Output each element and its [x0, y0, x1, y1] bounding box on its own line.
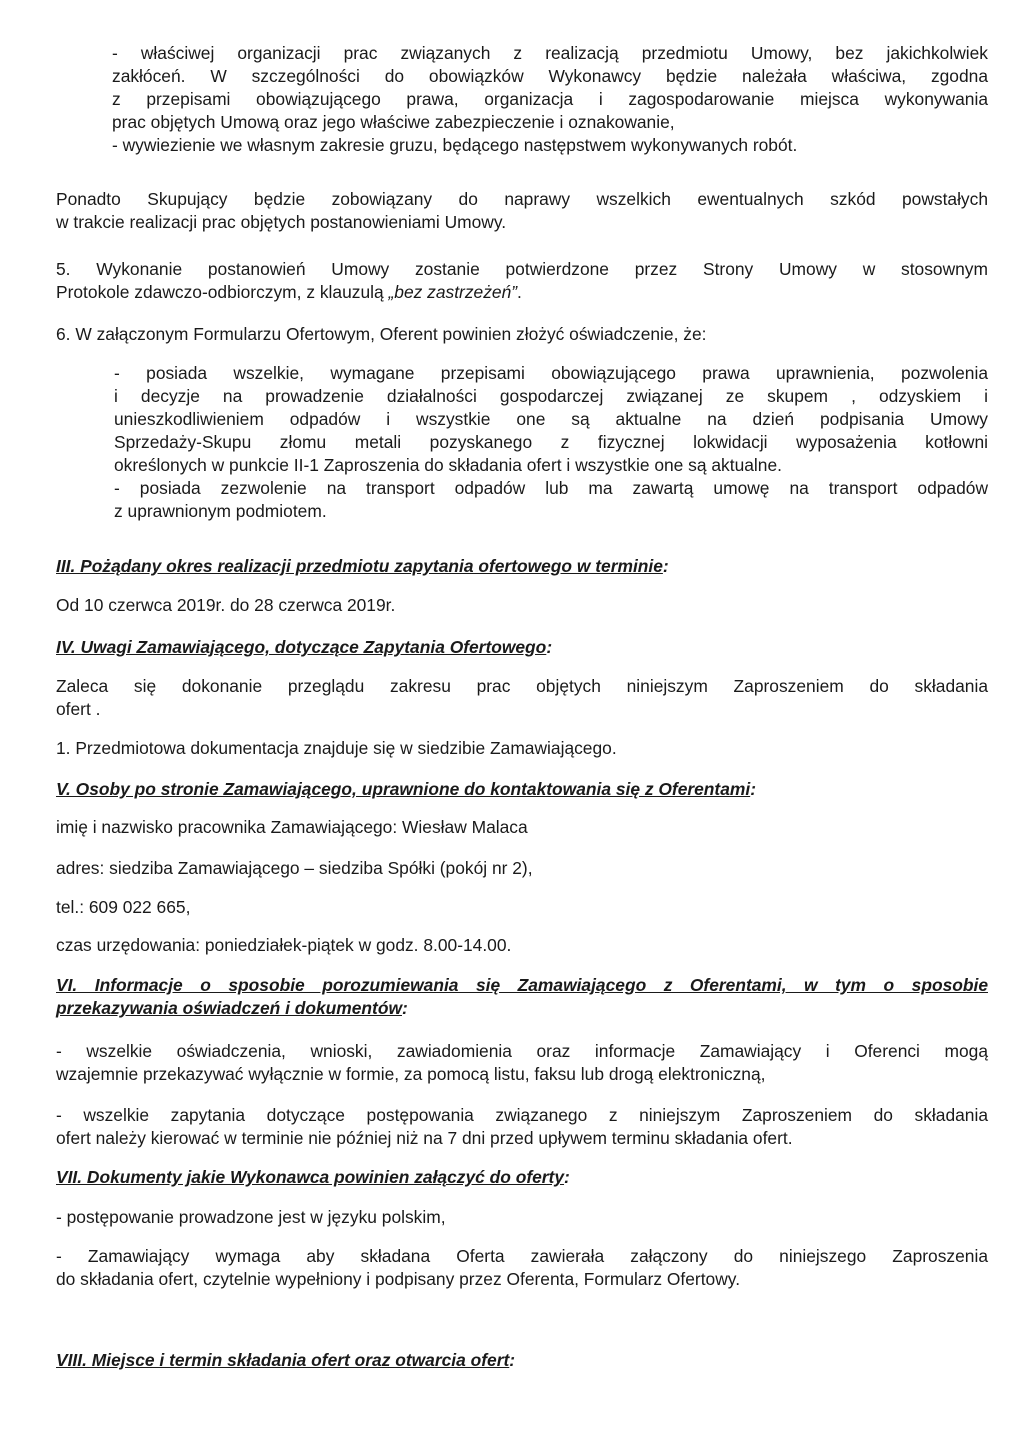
text-line: z uprawnionym podmiotem. — [114, 501, 327, 521]
text-line: - Zamawiający wymaga aby składana Oferta zawierała załączony do niniejszego Zaproszenia — [56, 1246, 988, 1266]
text-fragment: . — [517, 282, 522, 302]
text-line: do składania ofert, czytelnie wypełniony i podpisany przez Oferenta, Formularz Ofertowy. — [56, 1269, 741, 1289]
section-7-heading — [56, 1166, 988, 1189]
text-line: w trakcie realizacji prac objętych postanowieniami Umowy. — [56, 212, 507, 232]
heading-text: VIII. Miejsce i termin składania ofert oraz otwarcia ofert — [56, 1350, 510, 1370]
text-line: adres: siedziba Zamawiającego – siedziba Spółki (pokój nr 2), — [56, 858, 533, 878]
text-line: imię i nazwisko pracownika Zamawiającego: Wiesław Malaca — [56, 817, 528, 837]
text-line: określonych w punkcie II-1 Zaproszenia do składania ofert i wszystkie one są aktualne. — [114, 455, 782, 475]
text-line: - posiada wszelkie, wymagane przepisami obowiązującego prawa uprawnienia, pozwolenia — [114, 363, 988, 383]
heading-text: VI. Informacje o sposobie porozumiewania się Zamawiającego z Oferentami, w tym o sposobie — [56, 975, 988, 995]
section-6-heading — [56, 974, 988, 1020]
contact-hours — [56, 934, 988, 957]
section-6-paragraph-2 — [56, 1104, 988, 1150]
text-line — [56, 281, 988, 304]
text-line: Od 10 czerwca 2019r. do 28 czerwca 2019r. — [56, 595, 396, 615]
heading-colon: : — [401, 998, 408, 1018]
section-4-heading — [56, 636, 988, 659]
section-3-heading — [56, 555, 988, 578]
heading-colon: : — [546, 637, 553, 657]
text-line: ofert należy kierować w terminie nie później niż na 7 dni przed upływem terminu składania ofert. — [56, 1128, 793, 1148]
section-7-form-requirement — [56, 1245, 988, 1291]
section-5-heading — [56, 778, 988, 801]
text-line: 1. Przedmiotowa dokumentacja znajduje się w siedzibie Zamawiającego. — [56, 738, 617, 758]
text-line: - wszelkie zapytania dotyczące postępowania związanego z niniejszym Zaproszeniem do składania — [56, 1105, 988, 1125]
heading-colon: : — [662, 556, 669, 576]
text-line: zakłóceń. W szczególności do obowiązków Wykonawcy będzie należała właściwa, zgodna — [112, 66, 988, 86]
text-line: czas urzędowania: poniedziałek-piątek w godz. 8.00-14.00. — [56, 935, 512, 955]
text-line: - wywiezienie we własnym zakresie gruzu, będącego następstwem wykonywanych robót. — [112, 135, 798, 155]
text-line: ofert . — [56, 699, 101, 719]
text-line: 6. W załączonym Formularzu Ofertowym, Oferent powinien złożyć oświadczenie, że: — [56, 324, 707, 344]
text-line: z przepisami obowiązującego prawa, organizacja i zagospodarowanie miejsca wykonywania — [112, 89, 988, 109]
heading-text: VII. Dokumenty jakie Wykonawca powinien załączyć do oferty — [56, 1167, 565, 1187]
repair-obligation-paragraph — [56, 188, 988, 234]
section-6-paragraph-1 — [56, 1040, 988, 1086]
text-line: unieszkodliwieniem odpadów i wszystkie one są aktualne na dzień podpisania Umowy — [114, 409, 988, 429]
heading-colon: : — [509, 1350, 516, 1370]
text-line: tel.: 609 022 665, — [56, 897, 191, 917]
contact-phone — [56, 896, 988, 919]
text-line: wzajemnie przekazywać wyłącznie w formie, za pomocą listu, faksu lub drogą elektroniczną, — [56, 1064, 766, 1084]
heading-text: III. Pożądany okres realizacji przedmiotu zapytania ofertowego w terminie — [56, 556, 663, 576]
section-4-recommendation — [56, 675, 988, 721]
text-line: Sprzedaży-Skupu złomu metali pozyskanego z fizycznej lokwidacji wyposażenia kotłowni — [114, 432, 988, 452]
contact-name — [56, 816, 988, 839]
heading-text: przekazywania oświadczeń i dokumentów — [56, 998, 402, 1018]
text-line: - wszelkie oświadczenia, wnioski, zawiadomienia oraz informacje Zamawiający i Oferenci mogą — [56, 1041, 988, 1061]
section-7-language — [56, 1206, 988, 1229]
text-line: i decyzje na prowadzenie działalności gospodarczej związanej ze skupem , odzyskiem i — [114, 386, 988, 406]
obligations-list — [112, 42, 988, 157]
section-8-heading — [56, 1349, 988, 1372]
text-line: - posiada zezwolenie na transport odpadów lub ma zawartą umowę na transport odpadów — [114, 478, 988, 498]
point-6-declarations — [114, 362, 988, 523]
heading-text: IV. Uwagi Zamawiającego, dotyczące Zapytania Ofertowego — [56, 637, 547, 657]
text-line: 5. Wykonanie postanowień Umowy zostanie potwierdzone przez Strony Umowy w stosownym — [56, 259, 988, 279]
text-line: - właściwej organizacji prac związanych z realizacją przedmiotu Umowy, bez jakichkolwiek — [112, 43, 988, 63]
point-6-intro — [56, 323, 988, 346]
section-4-point-1 — [56, 737, 988, 760]
text-line: - postępowanie prowadzone jest w języku polskim, — [56, 1207, 446, 1227]
text-line: Ponadto Skupujący będzie zobowiązany do naprawy wszelkich ewentualnych szkód powstałych — [56, 189, 988, 209]
heading-colon: : — [750, 779, 756, 799]
point-5-paragraph — [56, 258, 988, 304]
contact-address — [56, 857, 988, 880]
text-line: prac objętych Umową oraz jego właściwe zabezpieczenie i oznakowanie, — [112, 112, 675, 132]
clause-quote: „bez zastrzeżeń” — [388, 282, 518, 302]
heading-colon: : — [564, 1167, 570, 1187]
text-line: Zaleca się dokonanie przeglądu zakresu prac objętych niniejszym Zaproszeniem do składania — [56, 676, 988, 696]
section-3-dates — [56, 594, 988, 617]
heading-text: V. Osoby po stronie Zamawiającego, uprawnione do kontaktowania się z Oferentami — [56, 779, 751, 799]
text-fragment: Protokole zdawczo-odbiorczym, z klauzulą — [56, 282, 389, 302]
